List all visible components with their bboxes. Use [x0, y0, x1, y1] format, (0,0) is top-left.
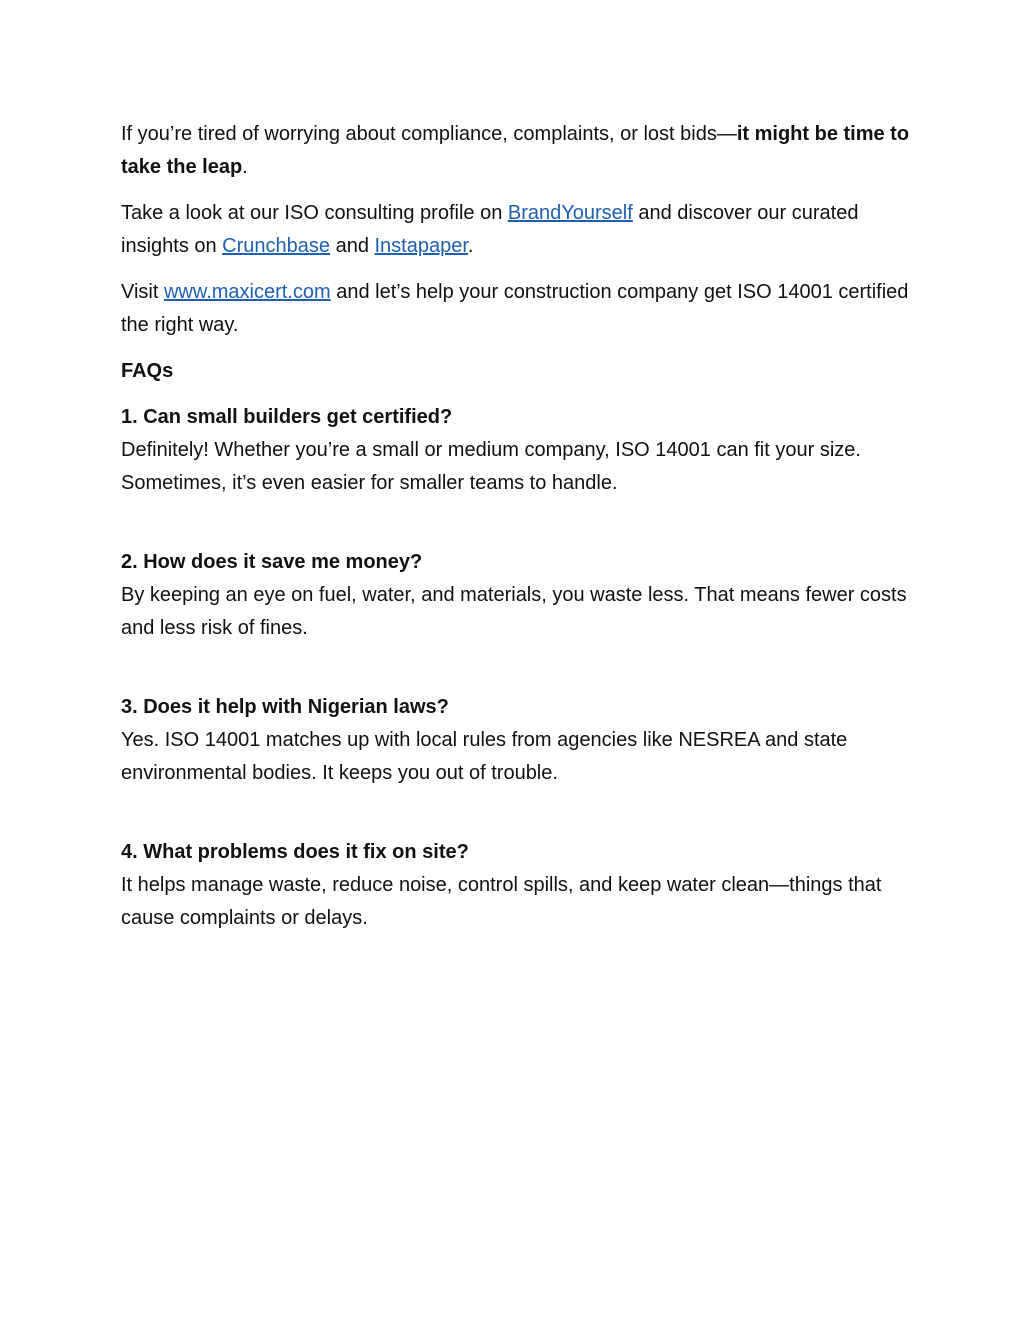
faq-question: 1. Can small builders get certified? [121, 406, 453, 428]
intro-end: . [242, 156, 248, 178]
crunchbase-link[interactable]: Crunchbase [222, 235, 331, 257]
intro-text: If you’re tired of worrying about compliance, complaints, or lost bids— [121, 123, 737, 145]
faq-question: 3. Does it help with Nigerian laws? [121, 696, 449, 718]
faq-item [121, 691, 911, 790]
faq-item [121, 546, 911, 645]
intro-paragraph [121, 118, 911, 184]
visit-text-end: and let’s help your construction company get ISO 14001 certified the right way. [121, 281, 909, 336]
faq-answer: Definitely! Whether you’re a small or medium company, ISO 14001 can fit your size. Sometimes, it’s even easier for smaller teams to handle. [121, 439, 861, 494]
faq-answer: It helps manage waste, reduce noise, control spills, and keep water clean—things that cause complaints or delays. [121, 874, 882, 929]
faq-answer: Yes. ISO 14001 matches up with local rules from agencies like NESREA and state environmental bodies. It keeps you out of trouble. [121, 729, 848, 784]
profile-text-start: Take a look at our ISO consulting profile on [121, 202, 508, 224]
maxicert-link[interactable]: www.maxicert.com [163, 281, 331, 303]
visit-text-start: Visit [121, 281, 164, 303]
profile-text-end: . [467, 235, 474, 257]
visit-paragraph [121, 276, 911, 342]
faq-question: 2. How does it save me money? [121, 551, 423, 573]
intro-bold-text: it might be time to take the leap [121, 123, 910, 178]
profile-text-and: and [330, 235, 375, 257]
profile-paragraph [121, 197, 911, 263]
faq-question: 4. What problems does it fix on site? [121, 841, 469, 863]
document-page [121, 118, 911, 935]
faq-item [121, 401, 911, 500]
instapaper-link[interactable]: Instapaper [374, 235, 468, 257]
faq-answer: By keeping an eye on fuel, water, and materials, you waste less. That means fewer costs and less risk of fines. [121, 584, 907, 639]
brandyourself-link[interactable]: BrandYourself [507, 202, 633, 224]
faq-item [121, 836, 911, 935]
faqs-heading: FAQs [121, 360, 174, 382]
profile-text-middle: and discover our curated insights on [121, 202, 859, 257]
